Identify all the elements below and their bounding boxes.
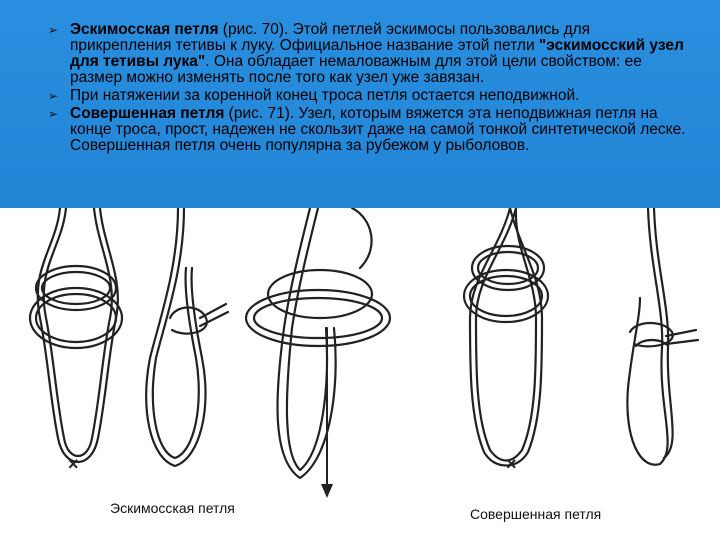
bullet-item-tension	[48, 88, 688, 104]
arrow-bullet-icon: ➢	[48, 107, 59, 121]
cross-mark: ×	[506, 454, 517, 474]
pull-arrow-icon	[321, 484, 333, 498]
bullet-text: (рис. 71). Узел, которым вяжется эта неподвижная петля на конце троса, прост, надежен не скользит даже на самой тонкой синтетической леске. Совершенная петля очень популярна за рубежом у рыболовов.	[70, 105, 686, 154]
bullet-text-continued: . Она обладает немаловажным для этой цели свойством: ее размер можно изменять после того как узел уже завязан.	[70, 53, 642, 86]
official-name: "эскимосский узел для тетивы лука"	[70, 37, 684, 70]
bullet-text: При натяжении за коренной конец троса петля остается неподвижной.	[70, 87, 580, 104]
term-eskimo-loop: Эскимосская петля	[70, 21, 219, 38]
bullet-item-eskimo-loop	[48, 22, 688, 86]
bullet-text: (рис. 70). Этой петлей эскимосы пользовались для прикрепления тетивы к луку. Официальное название этой петли	[70, 21, 591, 54]
arrow-bullet-icon: ➢	[48, 23, 59, 37]
term-perfect-loop: Совершенная петля	[70, 105, 225, 122]
knot-perfect-1	[464, 208, 548, 466]
caption-eskimo-loop: Эскимосская петля	[110, 500, 235, 516]
cross-mark: ×	[68, 454, 79, 474]
knot-eskimo-3	[246, 208, 390, 486]
knot-drawings	[0, 208, 720, 540]
knot-eskimo-2	[146, 208, 228, 466]
bullet-item-perfect-loop	[48, 106, 688, 154]
arrow-bullet-icon: ➢	[48, 89, 59, 103]
caption-perfect-loop: Совершенная петля	[470, 506, 602, 522]
bullet-list	[48, 22, 688, 156]
knot-perfect-2	[627, 208, 698, 465]
knot-eskimo-1	[30, 208, 122, 462]
knot-illustration	[0, 208, 720, 540]
